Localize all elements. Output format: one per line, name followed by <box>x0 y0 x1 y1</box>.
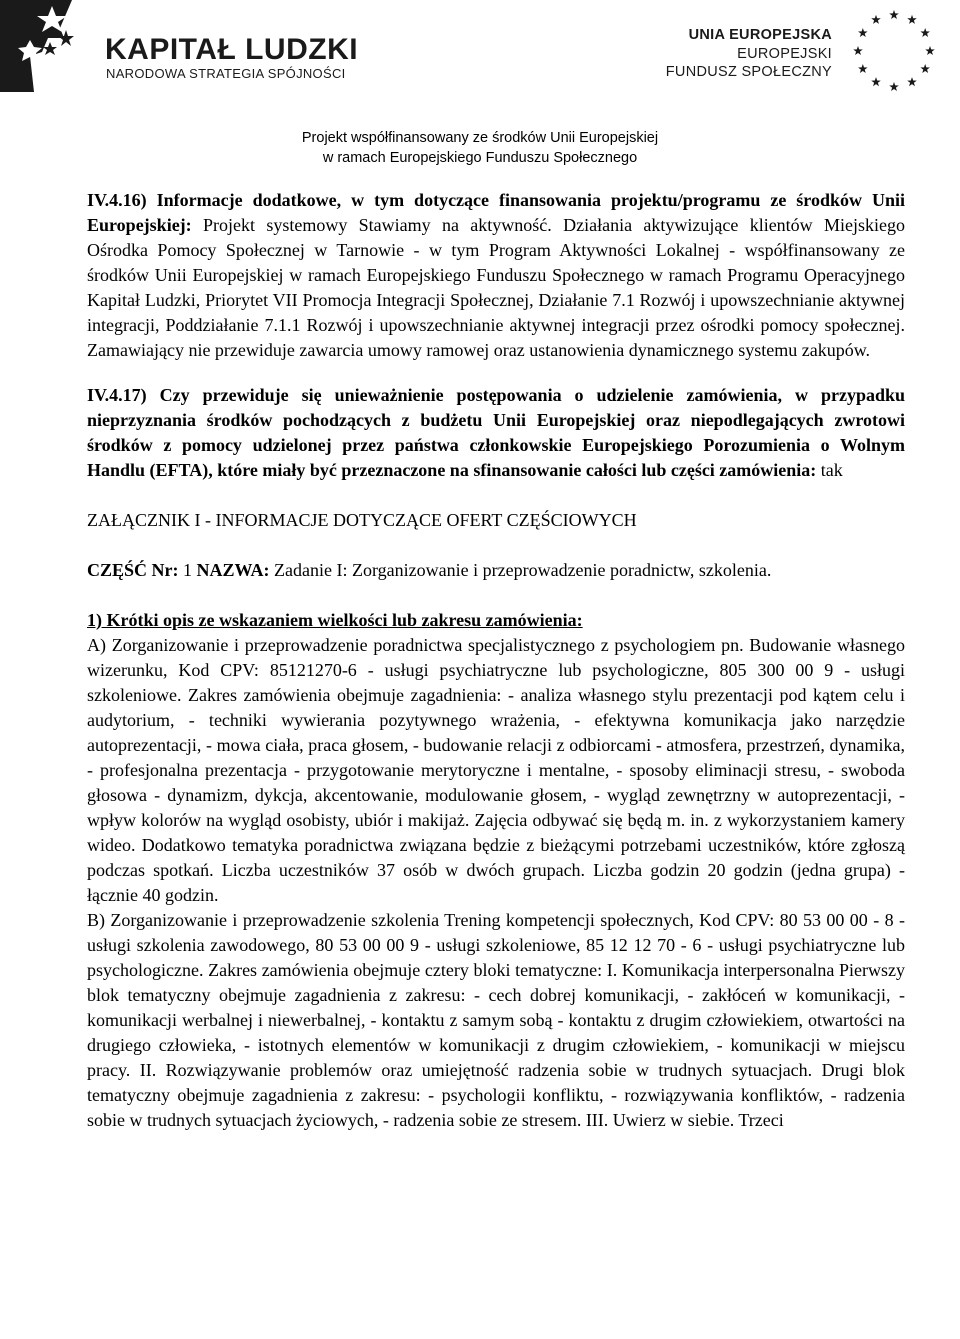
eu-fund-text <box>666 25 832 81</box>
part-line <box>87 558 905 583</box>
cofinancing-line-2: w ramach Europejskiego Funduszu Społecznego <box>322 150 638 166</box>
kapital-ludzki-logo-icon <box>0 0 100 92</box>
section-iv-4-16-text: Projekt systemowy Stawiamy na aktywność. Działania aktywizujące klientów Miejskiego Ośrodka Pomocy Społecznej w Tarnowie - w tym Program Aktywności Lokalnej - współfinansowany ze środków Unii Europejskiej w ramach Europejskiego Funduszu Społecznego w ramach Programu Operacyjnego Kapitał Ludzki, Priorytet VII Promocja Integracji Społecznej, Działanie 7.1 Rozwój i upowszechnianie aktywnej integracji, Poddziałanie 7.1.1 Rozwój i upowszechnianie aktywnej integracji przez ośrodki pomocy społecznej. Zamawiający nie przewiduje zawarcia umowy ramowej oraz ustanowienia dynamicznego systemu zakupów. <box>87 215 906 360</box>
scope-heading-text: 1) Krótki opis ze wskazaniem wielkości lub zakresu zamówienia: <box>87 610 583 630</box>
scope-paragraph-a: A) Zorganizowanie i przeprowadzenie poradnictwa specjalistycznego z psychologiem pn. Budowanie własnego wizerunku, Kod CPV: 85121270-6 - usługi psychiatryczne lub psychologiczne, 805 300 00 9 - usługi szkoleniowe. Zakres zamówienia obejmuje zagadnienia: - analiza własnego stylu prezentacji pod kątem celu i audytorium, - techniki wywierania pozytywnego wrażenia, - efektywna komunikacja jako narzędzie autoprezentacji, - mowa ciała, praca głosem, - budowanie relacji z odbiorcami - atmosfera, przestrzeń, dynamika, - profesjonalna prezentacja - przygotowanie merytoryczne i mentalne, - sposoby eliminacji stresu, - swoboda głosowa - dynamizm, dykcja, akcentowanie, modulowanie głosem, - wygląd zewnętrzny w autoprezentacji, - wpływ kolorów na wygląd osobisty, ubiór i makijaż. Zajęcia odbywać się będą m. in. z wykorzystaniem kamery wideo. Dodatkowo tematyka poradnictwa związana będzie z bieżącymi potrzebami uczestników, które zgłoszą podczas spotkań. Liczba uczestników 37 osób w dwóch grupach. Liczba godzin 20 godzin (jedna grupa) - łącznie 40 godzin. <box>87 635 905 905</box>
eu-flag-icon <box>844 4 944 99</box>
section-iv-4-16 <box>87 188 905 363</box>
kapital-ludzki-title: KAPITAŁ LUDZKI <box>105 33 359 66</box>
part-label: CZĘŚĆ Nr: <box>87 560 179 580</box>
scope-heading <box>87 608 905 633</box>
section-iv-4-17 <box>87 383 905 483</box>
section-iv-4-17-answer: tak <box>820 460 843 480</box>
kapital-ludzki-subtitle: NARODOWA STRATEGIA SPÓJNOŚCI <box>106 66 346 81</box>
section-iv-4-16-heading: IV.4.16) Informacje dodatkowe, w tym dotyczące finansowania projektu/programu ze środków Unii Europejskiej: <box>87 190 905 235</box>
section-iv-4-17-heading: IV.4.17) Czy przewiduje się unieważnienie postępowania o udzielenie zamówienia, w przypadku nieprzyznania środków pochodzących z budżetu Unii Europejskiej oraz niepodlegających zwrotowi środków z pomocy udzielonej przez państwa członkowskie Europejskiego Porozumienia o Wolnym Handlu (EFTA), które miały być przeznaczone na sfinansowanie całości lub części zamówienia: <box>87 385 905 480</box>
part-number: 1 <box>183 560 193 580</box>
part-name-label: NAZWA: <box>196 560 270 580</box>
eu-line-3: FUNDUSZ SPOŁECZNY <box>665 64 832 80</box>
scope-paragraph-b: B) Zorganizowanie i przeprowadzenie szkolenia Trening kompetencji społecznych, Kod CPV: 80 53 00 00 - 8 - usługi szkolenia zawodowego, 80 53 00 00 9 - usługi szkoleniowe, 85 12 12 70 - 6 - usługi psychiatryczne lub psychologiczne. Zakres zamówienia obejmuje cztery bloki tematyczne: I. Komunikacja interpersonalna Pierwszy blok tematyczny obejmuje zagadnienia z zakresu: - cech dobrej komunikacji, - zakłóceń w komunikacji, - komunikacji werbalnej i niewerbalnej, - kontaktu z samym sobą - kontaktu z drugim człowiekiem, otwartości na drugiego człowieka, - istotnych elementów w komunikacji z drugim człowiekiem, - komunikacji w miejscu pracy. II. Rozwiązywanie problemów oraz umiejętność radzenia sobie w trudnych sytuacjach. Drugi blok tematyczny obejmuje zagadnienia z zakresu: - psychologii konfliktu, - rozwiązywania konfliktów, - radzenia sobie w trudnych sytuacjach życiowych, - radzenia sobie ze stresem. III. Uwierz w siebie. Trzeci <box>87 910 905 1130</box>
eu-line-1: UNIA EUROPEJSKA <box>688 27 832 43</box>
cofinancing-note <box>0 128 960 168</box>
page-header <box>0 0 960 166</box>
cofinancing-line-1: Projekt współfinansowany ze środków Unii Europejskiej <box>301 130 659 146</box>
part-name: Zadanie I: Zorganizowanie i przeprowadzenie poradnictw, szkolenia. <box>274 560 772 580</box>
eu-line-2: EUROPEJSKI <box>737 46 832 62</box>
document-body <box>87 188 905 1133</box>
annex-title: ZAŁĄCZNIK I - INFORMACJE DOTYCZĄCE OFERT CZĘŚCIOWYCH <box>87 510 637 530</box>
